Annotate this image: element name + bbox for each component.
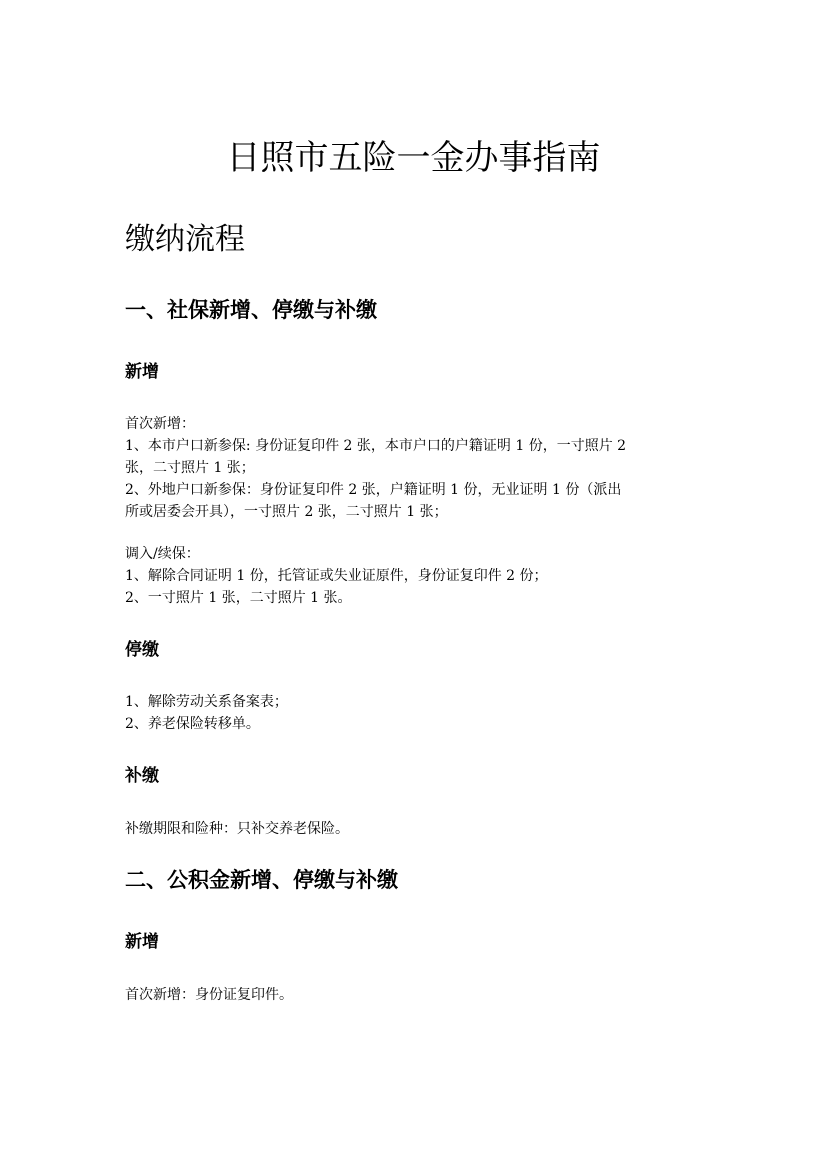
first-new-label: 首次新增：: [125, 416, 195, 432]
section1-new-first-block: [125, 413, 710, 523]
document-title: 日照市五险一金办事指南: [226, 138, 601, 178]
section1-stop-block: [125, 691, 710, 735]
supplement-text: 补缴期限和险种：只补交养老保险。: [125, 821, 349, 837]
section1-new-title: 新增: [125, 362, 159, 382]
transfer-item-1: 1、解除合同证明 1 份，托管证或失业证原件，身份证复印件 2 份；: [125, 568, 548, 584]
section1-stop-title: 停缴: [125, 640, 159, 660]
section2-new-block: [125, 984, 710, 1006]
main-heading: 缴纳流程: [125, 222, 245, 257]
section1-supplement-title: 补缴: [125, 766, 159, 786]
section1-supplement-block: [125, 818, 710, 840]
section1-title: 一、社保新增、停缴与补缴: [125, 298, 377, 322]
nonlocal-hukou-item-line2: 所或居委会开具），一寸照片 2 张，二寸照片 1 张；: [125, 504, 448, 520]
section1-transfer-block: [125, 543, 710, 609]
nonlocal-hukou-item-line1: 2、外地户口新参保：身份证复印件 2 张，户籍证明 1 份，无业证明 1 份（派出: [125, 482, 622, 498]
section2-title: 二、公积金新增、停缴与补缴: [125, 868, 398, 892]
transfer-item-2: 2、一寸照片 1 张，二寸照片 1 张。: [125, 590, 352, 606]
stop-item-2: 2、养老保险转移单。: [125, 716, 260, 732]
stop-item-1: 1、解除劳动关系备案表；: [125, 694, 288, 710]
transfer-label: 调入/续保：: [125, 546, 200, 562]
section2-new-title: 新增: [125, 932, 159, 952]
section2-new-text: 首次新增：身份证复印件。: [125, 987, 293, 1003]
local-hukou-item-line1: 1、本市户口新参保: 身份证复印件 2 张，本市户口的户籍证明 1 份，一寸照片 2: [125, 438, 627, 454]
local-hukou-item-line2: 张，二寸照片 1 张；: [125, 460, 255, 476]
